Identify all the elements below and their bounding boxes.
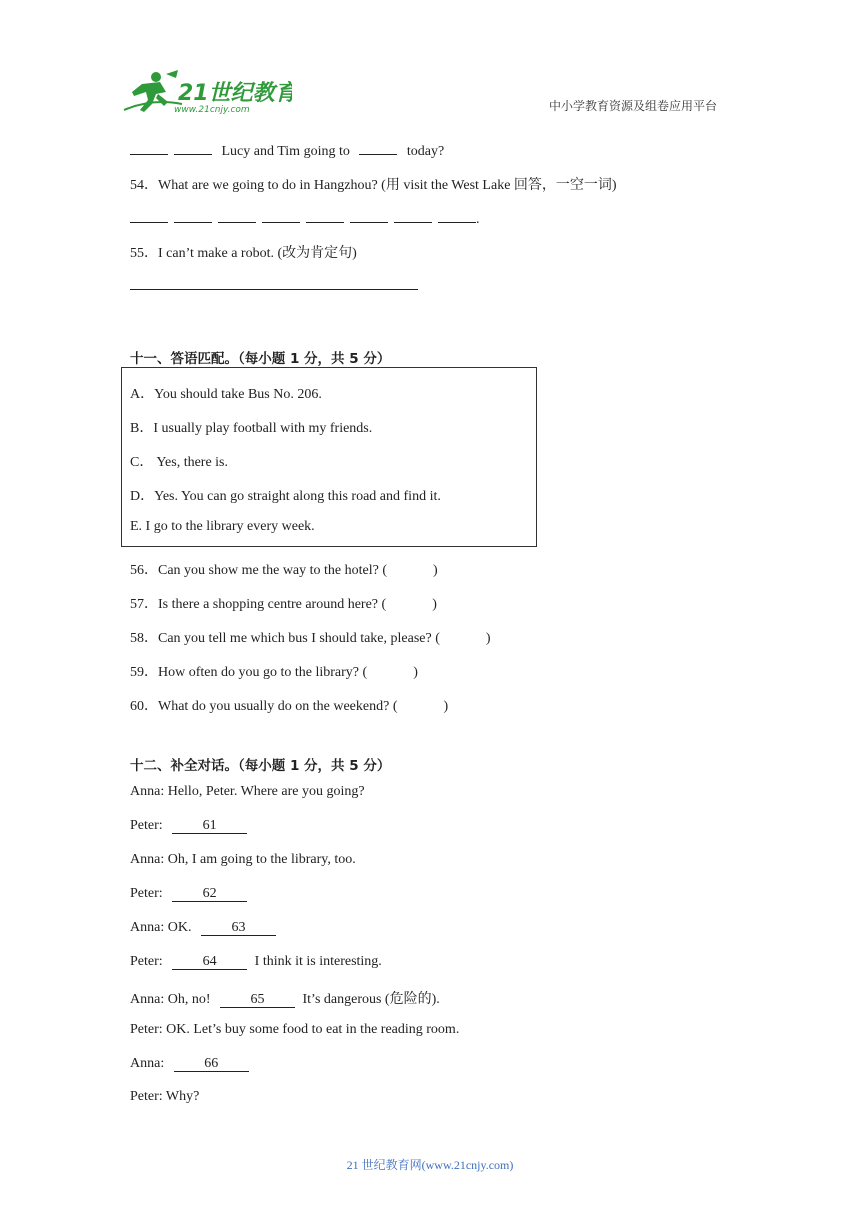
logo-url-text: www.21cnjy.com: [174, 105, 250, 114]
answer-blank[interactable]: [350, 208, 388, 223]
runner-logo-icon: [122, 68, 292, 114]
q53-text: Lucy and Tim going to: [221, 144, 350, 159]
answer-blank-61[interactable]: 61: [172, 819, 247, 834]
option-a: A．You should take Bus No. 206.: [130, 387, 322, 402]
answer-blank[interactable]: [394, 208, 432, 223]
question-number: 56．: [130, 563, 158, 578]
question-text: Is there a shopping centre around here? (: [158, 597, 387, 612]
answer-blank-66[interactable]: 66: [174, 1057, 249, 1072]
dialogue-line: [130, 886, 247, 902]
logo-text: 21世纪教育: [178, 81, 292, 106]
speaker: Anna:: [130, 920, 165, 935]
question-number: 60．: [130, 699, 158, 714]
platform-label: 中小学教育资源及组卷应用平台: [549, 99, 718, 113]
dialogue-line: [130, 784, 365, 800]
answer-blank[interactable]: [174, 140, 212, 155]
q53-end: today?: [406, 144, 445, 159]
speaker: Peter:: [130, 954, 163, 969]
question-59: 59．How often do you go to the library? ( ): [130, 665, 418, 680]
question-text: How often do you go to the library? (: [158, 665, 368, 680]
section-12-title: 十二、补全对话。（每小题 1 分，共 5 分）: [130, 758, 391, 774]
question-text: Can you show me the way to the hotel? (: [158, 563, 388, 578]
question-58: 58．Can you tell me which bus I should take, please? ( ): [130, 631, 491, 646]
question-number: 55．: [130, 246, 158, 261]
dialogue-text: OK. Let’s buy some food to eat in the reading room.: [166, 1022, 460, 1037]
speaker: Anna:: [130, 992, 165, 1007]
dialogue-text: Oh, I am going to the library, too.: [167, 852, 356, 867]
question-text: What are we going to do in Hangzhou? (用 visit the West Lake 回答，一空一词): [158, 178, 617, 193]
dialogue-line: Anna: OK. 63: [130, 920, 276, 936]
answer-blank[interactable]: [130, 140, 168, 155]
speaker: Peter:: [130, 886, 163, 901]
question-55: [130, 242, 357, 262]
answer-blank[interactable]: [306, 208, 344, 223]
speaker: Anna:: [130, 784, 165, 799]
option-d: D．Yes. You can go straight along this road and find it.: [130, 489, 441, 504]
dialogue-line: [130, 852, 356, 868]
answer-blank-64[interactable]: 64: [172, 955, 247, 970]
speaker: Peter:: [130, 1022, 163, 1037]
answer-blank-65[interactable]: 65: [220, 993, 295, 1008]
option-e: E. I go to the library every week.: [130, 519, 315, 534]
question-56: 56．Can you show me the way to the hotel? ( ): [130, 563, 438, 578]
q53-line: [130, 140, 444, 160]
dialogue-line: Anna: Oh, no! 65 It’s dangerous (危险的).: [130, 992, 440, 1007]
question-number: 59．: [130, 665, 158, 680]
question-number: 54．: [130, 178, 158, 193]
answer-blank[interactable]: [438, 208, 476, 223]
answer-blank[interactable]: [218, 208, 256, 223]
question-number: 57．: [130, 597, 158, 612]
question-text: Can you tell me which bus I should take, please? (: [158, 631, 440, 646]
option-b: B．I usually play football with my friends.: [130, 421, 373, 436]
question-54: [130, 174, 617, 194]
question-number: 58．: [130, 631, 158, 646]
dialogue-line: [130, 818, 247, 834]
question-text: What do you usually do on the weekend? (: [158, 699, 398, 714]
dialogue-text: Hello, Peter. Where are you going?: [167, 784, 365, 799]
answer-blank[interactable]: [130, 208, 168, 223]
dialogue-text: Why?: [165, 1089, 200, 1104]
speaker: Peter:: [130, 1089, 163, 1104]
dialogue-line: [130, 954, 382, 970]
answer-blank[interactable]: [359, 140, 397, 155]
dialogue-line: [130, 1022, 459, 1038]
dialogue-text: It’s dangerous (危险的).: [302, 992, 440, 1007]
answer-blank-63[interactable]: 63: [201, 921, 276, 936]
dialogue-text: I think it is interesting.: [254, 954, 382, 969]
dialogue-line: [130, 1089, 199, 1105]
q54-answer-line: .: [130, 208, 480, 228]
speaker: Anna:: [130, 1056, 165, 1071]
answer-blank[interactable]: [174, 208, 212, 223]
answer-blank[interactable]: [262, 208, 300, 223]
site-logo: [122, 68, 292, 114]
question-57: 57．Is there a shopping centre around here? ( ): [130, 597, 437, 612]
answer-blank-62[interactable]: 62: [172, 887, 247, 902]
speaker: Anna:: [130, 852, 165, 867]
footer-link[interactable]: 21 世纪教育网(www.21cnjy.com): [346, 1158, 514, 1172]
dialogue-line: [130, 1056, 249, 1072]
question-60: 60．What do you usually do on the weekend? ( ): [130, 699, 449, 714]
option-c: C． Yes, there is.: [130, 455, 229, 470]
speaker: Peter:: [130, 818, 163, 833]
q55-answer-line[interactable]: [130, 289, 418, 290]
section-11-title: 十一、答语匹配。（每小题 1 分，共 5 分）: [130, 351, 391, 367]
question-text: I can’t make a robot. (改为肯定句): [158, 246, 357, 261]
